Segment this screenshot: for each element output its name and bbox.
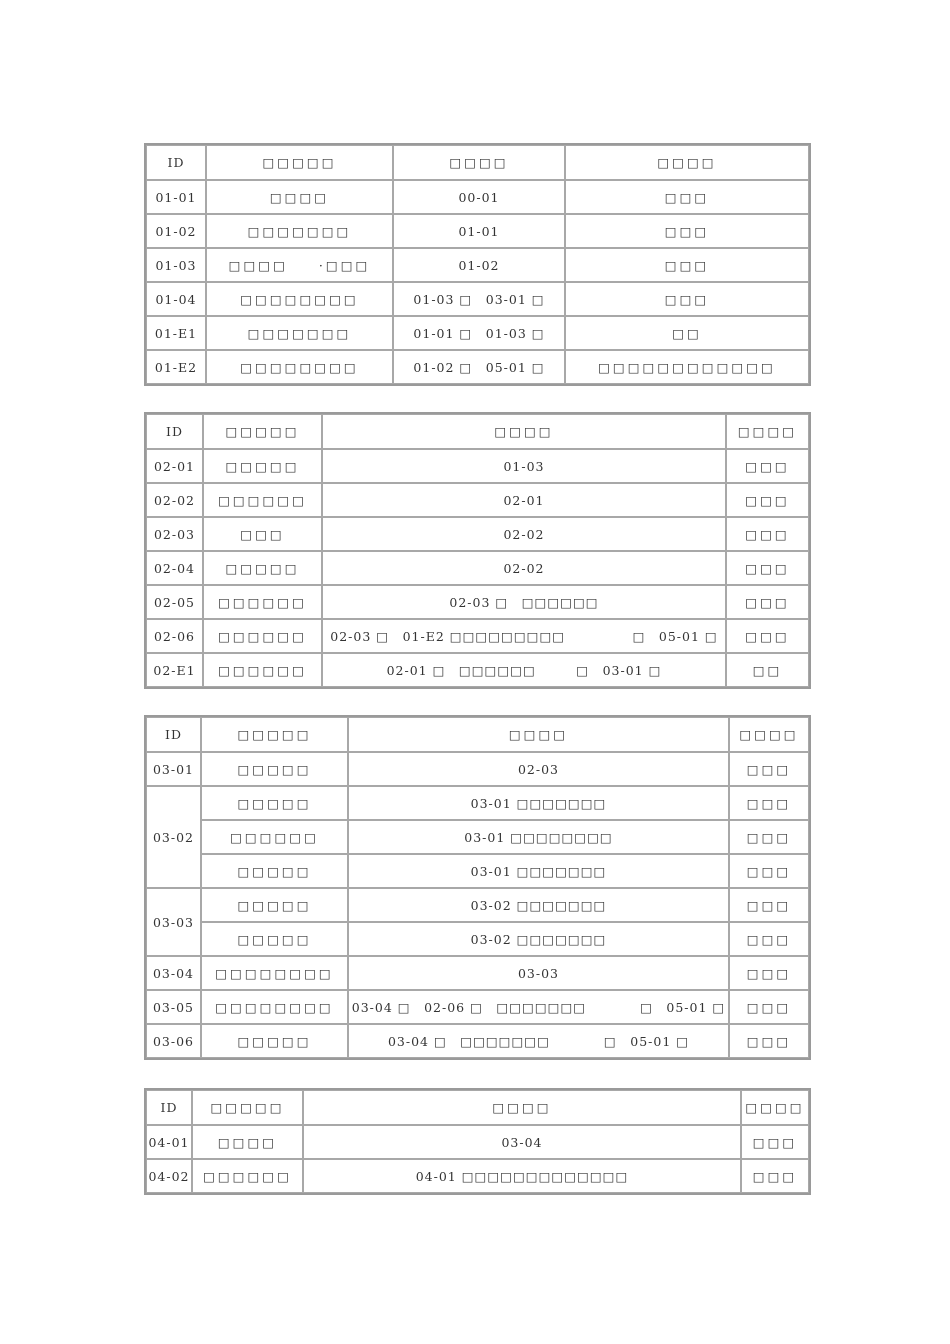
cell-name: □□□□□ bbox=[201, 752, 348, 786]
cell-status: □□□ bbox=[729, 854, 809, 888]
header-col4: □□□□ bbox=[741, 1090, 809, 1125]
cell-ref: 02-03 □ □□□□□□ bbox=[322, 585, 726, 619]
cell-name: □□□□□□ bbox=[203, 619, 322, 653]
table-row bbox=[146, 956, 809, 990]
cell-status: □□□ bbox=[729, 990, 809, 1024]
cell-ref: 01-03 bbox=[322, 449, 726, 483]
table-row bbox=[146, 248, 809, 282]
cell-ref: 03-04 □ □□□□□□□ □ 05-01 □ bbox=[348, 1024, 729, 1058]
header-id: ID bbox=[146, 145, 206, 180]
cell-name: □□□□□□□□ bbox=[206, 350, 393, 384]
table-row bbox=[146, 517, 809, 551]
table-row bbox=[146, 316, 809, 350]
cell-name: □□□□□□□□ bbox=[201, 990, 348, 1024]
cell-ref: 01-01 bbox=[393, 214, 565, 248]
table-row bbox=[146, 350, 809, 384]
table-row bbox=[146, 585, 809, 619]
cell-status: □□□□□□□□□□□□ bbox=[565, 350, 809, 384]
cell-name: □□□□□ bbox=[201, 854, 348, 888]
cell-ref: 03-01 □□□□□□□ bbox=[348, 786, 729, 820]
cell-id: 01-02 bbox=[146, 214, 206, 248]
table-2 bbox=[144, 412, 811, 689]
table-3 bbox=[144, 715, 811, 1060]
header-col2: □□□□□ bbox=[203, 414, 322, 449]
cell-ref: 02-02 bbox=[322, 517, 726, 551]
cell-status: □□□ bbox=[726, 517, 809, 551]
cell-ref: 03-02 □□□□□□□ bbox=[348, 888, 729, 922]
cell-ref: 01-03 □ 03-01 □ bbox=[393, 282, 565, 316]
cell-name: □□□□ bbox=[206, 180, 393, 214]
table-row bbox=[146, 214, 809, 248]
cell-ref: 02-01 bbox=[322, 483, 726, 517]
cell-name: □□□□□ bbox=[201, 922, 348, 956]
header-col4: □□□□ bbox=[726, 414, 809, 449]
cell-name: □□□□□ bbox=[201, 786, 348, 820]
cell-id: 02-05 bbox=[146, 585, 203, 619]
cell-status: □□□ bbox=[729, 922, 809, 956]
table-row bbox=[146, 888, 809, 922]
cell-id: 02-02 bbox=[146, 483, 203, 517]
table-row bbox=[146, 752, 809, 786]
cell-ref: 04-01 □□□□□□□□□□□□□ bbox=[303, 1159, 741, 1193]
cell-name: □□□□□□ bbox=[203, 483, 322, 517]
cell-id: 04-02 bbox=[146, 1159, 192, 1193]
cell-ref: 01-01 □ 01-03 □ bbox=[393, 316, 565, 350]
cell-status: □□□ bbox=[565, 180, 809, 214]
header-col2: □□□□□ bbox=[206, 145, 393, 180]
table-row bbox=[146, 990, 809, 1024]
cell-ref: 02-03 □ 01-E2 □□□□□□□□□ □ 05-01 □ bbox=[322, 619, 726, 653]
cell-name: □□□□□□□□ bbox=[201, 956, 348, 990]
cell-id: 03-02 bbox=[146, 786, 201, 888]
header-col3: □□□□ bbox=[322, 414, 726, 449]
cell-status: □□□ bbox=[729, 888, 809, 922]
cell-status: □□□ bbox=[729, 956, 809, 990]
table-row bbox=[146, 551, 809, 585]
table-1 bbox=[144, 143, 811, 386]
cell-name: □□□ bbox=[203, 517, 322, 551]
cell-ref: 00-01 bbox=[393, 180, 565, 214]
table-row bbox=[146, 449, 809, 483]
cell-id: 03-03 bbox=[146, 888, 201, 956]
table-row bbox=[146, 922, 809, 956]
header-col3: □□□□ bbox=[348, 717, 729, 752]
cell-id: 01-01 bbox=[146, 180, 206, 214]
cell-status: □□ bbox=[565, 316, 809, 350]
cell-name: □□□□□□ bbox=[203, 585, 322, 619]
header-id: ID bbox=[146, 1090, 192, 1125]
cell-name: □□□□□ bbox=[203, 449, 322, 483]
cell-status: □□□ bbox=[726, 449, 809, 483]
table-row bbox=[146, 1159, 809, 1193]
cell-status: □□□ bbox=[726, 585, 809, 619]
cell-id: 03-05 bbox=[146, 990, 201, 1024]
cell-id: 02-01 bbox=[146, 449, 203, 483]
cell-ref: 03-01 □□□□□□□□ bbox=[348, 820, 729, 854]
table-header-row bbox=[146, 717, 809, 752]
cell-status: □□□ bbox=[726, 483, 809, 517]
cell-id: 02-03 bbox=[146, 517, 203, 551]
cell-ref: 02-01 □ □□□□□□ □ 03-01 □ bbox=[322, 653, 726, 687]
table-row bbox=[146, 1125, 809, 1159]
cell-name: □□□□□□□ bbox=[206, 316, 393, 350]
table-4 bbox=[144, 1088, 811, 1195]
cell-status: □□ bbox=[726, 653, 809, 687]
cell-id: 01-E1 bbox=[146, 316, 206, 350]
cell-name: □□□□□ bbox=[201, 888, 348, 922]
cell-ref: 03-04 bbox=[303, 1125, 741, 1159]
table-row bbox=[146, 854, 809, 888]
cell-id: 04-01 bbox=[146, 1125, 192, 1159]
header-col4: □□□□ bbox=[729, 717, 809, 752]
cell-status: □□□ bbox=[729, 752, 809, 786]
cell-id: 01-04 bbox=[146, 282, 206, 316]
cell-status: □□□ bbox=[729, 786, 809, 820]
table-header-row bbox=[146, 414, 809, 449]
cell-status: □□□ bbox=[726, 551, 809, 585]
cell-id: 01-E2 bbox=[146, 350, 206, 384]
header-col4: □□□□ bbox=[565, 145, 809, 180]
header-col3: □□□□ bbox=[393, 145, 565, 180]
cell-name: □□□□□□ bbox=[192, 1159, 303, 1193]
table-header-row bbox=[146, 145, 809, 180]
cell-id: 01-03 bbox=[146, 248, 206, 282]
cell-name: □□□□□□□ bbox=[206, 214, 393, 248]
table-row bbox=[146, 282, 809, 316]
cell-name: □□□□□ bbox=[201, 1024, 348, 1058]
cell-status: □□□ bbox=[741, 1159, 809, 1193]
cell-name: □□□□□□ bbox=[201, 820, 348, 854]
cell-status: □□□ bbox=[741, 1125, 809, 1159]
cell-status: □□□ bbox=[729, 1024, 809, 1058]
cell-id: 02-06 bbox=[146, 619, 203, 653]
cell-status: □□□ bbox=[565, 214, 809, 248]
table-row bbox=[146, 820, 809, 854]
cell-name: □□□□□ bbox=[203, 551, 322, 585]
table-row bbox=[146, 786, 809, 820]
cell-status: □□□ bbox=[729, 820, 809, 854]
cell-ref: 01-02 □ 05-01 □ bbox=[393, 350, 565, 384]
cell-ref: 03-03 bbox=[348, 956, 729, 990]
header-col2: □□□□□ bbox=[201, 717, 348, 752]
cell-status: □□□ bbox=[726, 619, 809, 653]
cell-ref: 03-02 □□□□□□□ bbox=[348, 922, 729, 956]
cell-ref: 02-03 bbox=[348, 752, 729, 786]
table-row bbox=[146, 1024, 809, 1058]
cell-ref: 03-04 □ 02-06 □ □□□□□□□ □ 05-01 □ bbox=[348, 990, 729, 1024]
cell-id: 02-E1 bbox=[146, 653, 203, 687]
cell-name: □□□□ bbox=[192, 1125, 303, 1159]
cell-name: □□□□□□□□ bbox=[206, 282, 393, 316]
cell-name: □□□□ ·□□□ bbox=[206, 248, 393, 282]
header-id: ID bbox=[146, 414, 203, 449]
table-row bbox=[146, 180, 809, 214]
table-row bbox=[146, 653, 809, 687]
cell-ref: 01-02 bbox=[393, 248, 565, 282]
cell-name: □□□□□□ bbox=[203, 653, 322, 687]
header-col3: □□□□ bbox=[303, 1090, 741, 1125]
cell-ref: 02-02 bbox=[322, 551, 726, 585]
table-header-row bbox=[146, 1090, 809, 1125]
header-col2: □□□□□ bbox=[192, 1090, 303, 1125]
table-row bbox=[146, 483, 809, 517]
cell-status: □□□ bbox=[565, 248, 809, 282]
cell-id: 03-06 bbox=[146, 1024, 201, 1058]
cell-status: □□□ bbox=[565, 282, 809, 316]
cell-ref: 03-01 □□□□□□□ bbox=[348, 854, 729, 888]
cell-id: 03-04 bbox=[146, 956, 201, 990]
cell-id: 03-01 bbox=[146, 752, 201, 786]
header-id: ID bbox=[146, 717, 201, 752]
table-row bbox=[146, 619, 809, 653]
cell-id: 02-04 bbox=[146, 551, 203, 585]
